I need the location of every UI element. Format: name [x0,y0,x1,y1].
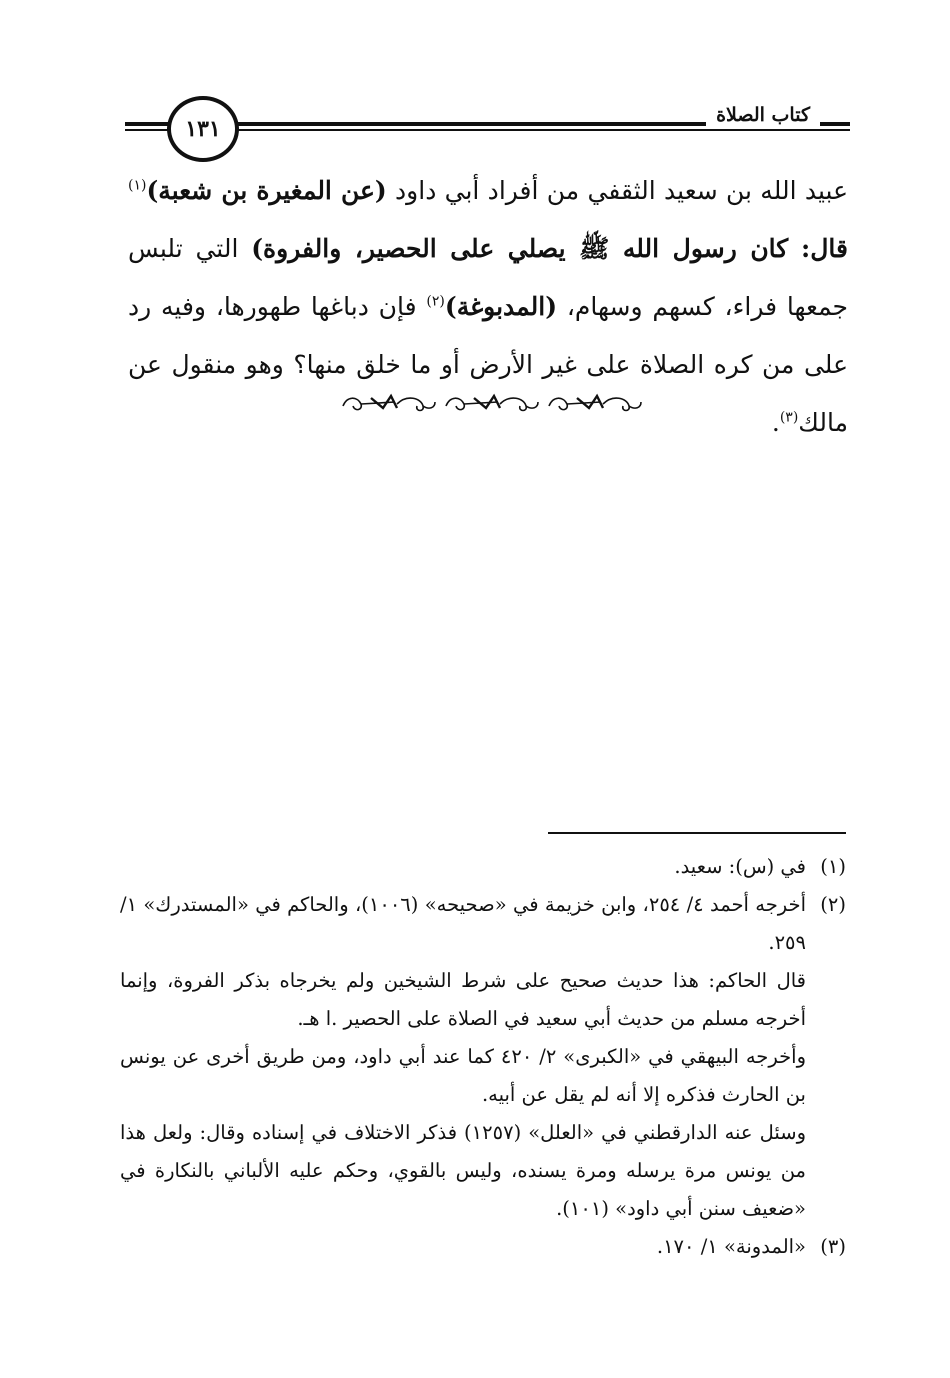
page-number: ١٣١ [185,116,221,142]
footnote-number: (٢) [820,893,846,916]
footnote-separator [548,832,846,834]
text-run-bold: والفروة) [251,234,342,263]
footnote-ref-2[interactable]: (٢) [426,293,445,310]
footnote-body [120,886,806,1228]
ornament-segment [549,396,641,411]
footnotes [120,848,846,1266]
footnote-number: (١) [820,855,846,878]
footnote-1 [120,848,846,886]
footnote-number: (٣) [820,1235,846,1258]
footnote-body [120,848,806,886]
text-run-bold: قال: [801,234,848,263]
ornament-segment [446,396,538,411]
footnote-body [120,1228,806,1266]
text-run: . [771,408,780,437]
text-run-bold: كان رسول الله ﷺ يصلي على الحصير [362,234,789,263]
footnote-ref-1[interactable]: (١) [128,177,147,194]
text-run-bold: (المدبوغة) [444,292,558,321]
text-run-bold: (عن المغيرة بن شعبة) [146,176,387,205]
footnote-line: وأخرجه البيهقي في «الكبرى» ٢/ ٤٢٠ كما عند أبي داود، ومن طريق أخرى عن يونس بن الحارث فذكره إلا أنه لم يقل عن أبيه. [120,1045,806,1106]
page-header [125,96,850,158]
footnote-ref-3[interactable]: (٣) [779,409,799,426]
footnote-line: أخرجه أحمد ٤/ ٢٥٤، وابن خزيمة في «صحيحه» (١٠٠٦)، والحاكم في «المستدرك» ١/ ٢٥٩. [120,893,806,954]
floral-divider-icon [335,388,645,418]
text-run: فإن دباغها طهورها، وفيه رد على من كره الصلاة على غير الأرض أو ما خلق منها؟ وهو منقول عن مالك [128,292,848,437]
text-run: عبيد الله بن سعيد الثقفي من أفراد أبي داود [386,176,848,205]
footnote-3 [120,1228,846,1266]
ornament-segment [343,396,435,411]
text-run: التي تلبس جمعها فراء، كسهم وسهام، [128,234,849,321]
text-run-bold: ، [341,234,363,263]
page-number-badge [167,96,239,162]
footnote-line: وسئل عنه الدارقطني في «العلل» (١٢٥٧) فذكر الاختلاف في إسناده وقال: ولعل هذا من يونس مرة يرسله ومرة يسنده، وليس بالقوي، وحكم عليه الألباني بالنكارة في «ضعيف سنن أبي داود» (١٠١). [120,1121,806,1220]
footnote-line: في (س): سعيد. [674,855,806,878]
footnote-line: «المدونة» ١/ ١٧٠. [656,1235,806,1258]
chapter-title: كتاب الصلاة [706,104,820,126]
footnote-2 [120,886,846,1228]
footnote-line: قال الحاكم: هذا حديث صحيح على شرط الشيخين ولم يخرجاه بذكر الفروة، وإنما أخرجه مسلم من حديث أبي سعيد في الصلاة على الحصير .ا هـ. [120,969,806,1030]
